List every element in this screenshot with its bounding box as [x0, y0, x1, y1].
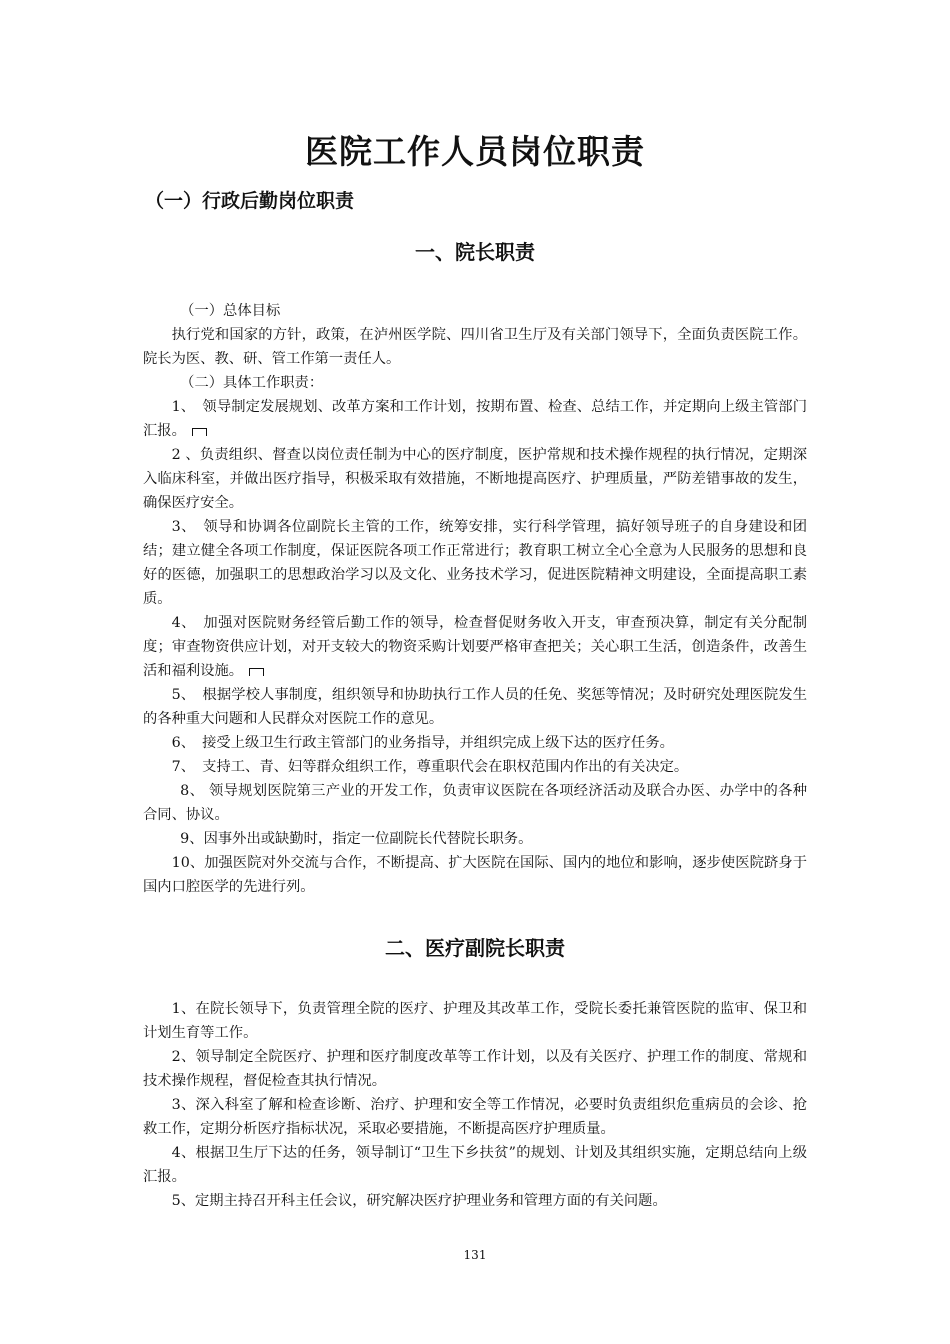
list-item: 2 、负责组织、督查以岗位责任制为中心的医疗制度，医护常规和技术操作规程的执行情况，定期深入临床科室，并做出医疗指导，积极采取有效措施，不断地提高医疗、护理质量，严防差错事故的发生，确保医疗安全。	[143, 447, 807, 511]
list-item: 7、 支持工、青、妇等群众组织工作，尊重职代会在职权范围内作出的有关决定。	[171, 759, 689, 775]
list-item: 3、深入科室了解和检查诊断、治疗、护理和安全等工作情况，必要时负责组织危重病员的会诊、抢救工作，定期分析医疗指标状况，采取必要措施，不断提高医疗护理质量。	[143, 1097, 807, 1137]
chapter-heading-president: 一、院长职责	[415, 240, 535, 264]
document-title: 医院工作人员岗位职责	[305, 132, 645, 171]
paragraph-mark-icon	[249, 668, 264, 676]
list-item: 3、 领导和协调各位副院长主管的工作，统筹安排，实行科学管理，搞好领导班子的自身建设和团结；建立健全各项工作制度，保证医院各项工作正常进行；教育职工树立全心全意为人民服务的思想和良好的医德，加强职工的思想政治学习以及文化、业务技术学习，促进医院精神文明建设，全面提高职工素质。	[143, 519, 807, 607]
chapter-heading-medical-vice-president: 二、医疗副院长职责	[385, 936, 565, 960]
list-item: 10、加强医院对外交流与合作，不断提高、扩大医院在国际、国内的地位和影响，逐步使医院跻身于国内口腔医学的先进行列。	[143, 855, 807, 895]
section-heading: （一）行政后勤岗位职责	[145, 190, 355, 212]
paragraph-mark-icon	[192, 428, 207, 436]
list-item	[143, 395, 807, 443]
list-item: 8、 领导规划医院第三产业的开发工作，负责审议医院在各项经济活动及联合办医、办学中的各种合同、协议。	[143, 783, 807, 823]
subheading-specific-duties: （二）具体工作职责：	[180, 375, 324, 391]
list-item: 4、根据卫生厅下达的任务，领导制订“卫生下乡扶贫”的规划、计划及其组织实施，定期总结向上级汇报。	[143, 1145, 807, 1185]
page-number: 131	[463, 1248, 487, 1262]
list-item	[143, 611, 807, 683]
vice-president-duties-body	[143, 997, 807, 1213]
president-duties-body	[143, 299, 807, 899]
list-item: 5、定期主持召开科主任会议，研究解决医疗护理业务和管理方面的有关问题。	[171, 1193, 667, 1209]
subheading-overall-goal: （一）总体目标	[180, 303, 281, 319]
list-item: 6、 接受上级卫生行政主管部门的业务指导，并组织完成上级下达的医疗任务。	[171, 735, 674, 751]
list-item: 5、 根据学校人事制度，组织领导和协助执行工作人员的任免、奖惩等情况；及时研究处理医院发生的各种重大问题和人民群众对医院工作的意见。	[143, 687, 807, 727]
list-item: 9、因事外出或缺勤时，指定一位副院长代替院长职务。	[180, 831, 533, 847]
list-item: 1、在院长领导下，负责管理全院的医疗、护理及其改革工作，受院长委托兼管医院的监审、保卫和计划生育等工作。	[143, 1001, 807, 1041]
list-item: 2、领导制定全院医疗、护理和医疗制度改革等工作计划，以及有关医疗、护理工作的制度、常规和技术操作规程，督促检查其执行情况。	[143, 1049, 807, 1089]
paragraph: 执行党和国家的方针，政策，在泸州医学院、四川省卫生厅及有关部门领导下，全面负责医院工作。院长为医、教、研、管工作第一责任人。	[143, 327, 807, 367]
list-item-text: 1、 领导制定发展规划、改革方案和工作计划，按期布置、检查、总结工作，并定期向上级主管部门汇报。	[143, 399, 807, 439]
list-item-text: 4、 加强对医院财务经管后勤工作的领导，检查督促财务收入开支，审查预决算，制定有关分配制度；审查物资供应计划，对开支较大的物资采购计划要严格审查把关；关心职工生活，创造条件，改善生活和福利设施。	[143, 615, 807, 679]
